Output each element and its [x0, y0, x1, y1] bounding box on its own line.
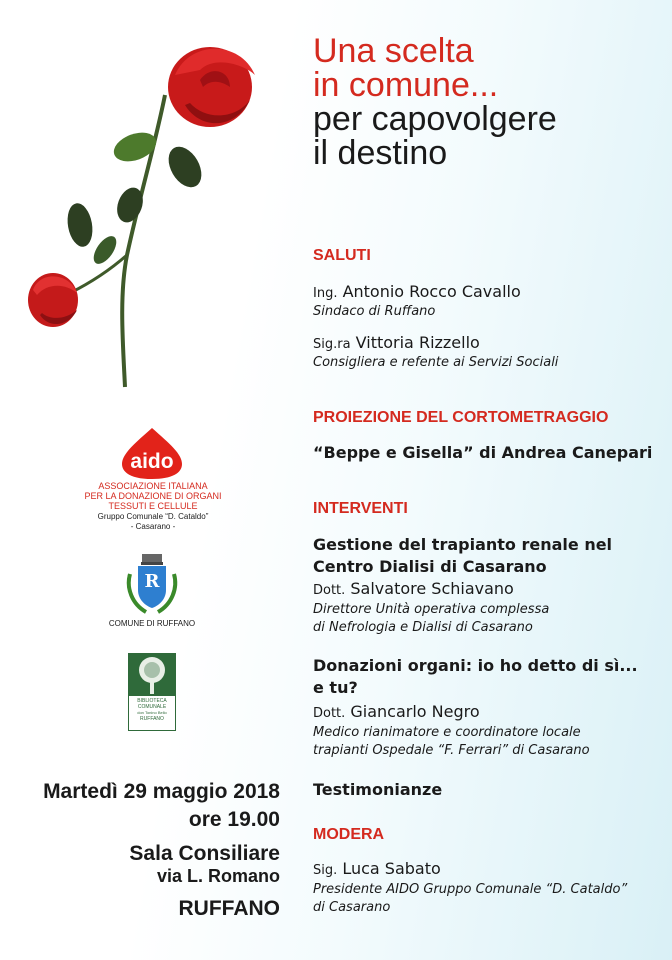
title-line-4: il destino: [313, 134, 448, 172]
role-line: trapianti Ospedale “F. Ferrari” di Casarano: [313, 743, 590, 758]
aido-line: TESSUTI E CELLULE: [108, 501, 198, 511]
aido-line: - Casarano -: [130, 522, 176, 531]
talk-speaker-role: [313, 724, 590, 760]
role-line: Presidente AIDO Gruppo Comunale “D. Cataldo”: [313, 882, 628, 897]
event-date: Martedì 29 maggio 2018: [43, 780, 280, 803]
library-tree-icon: [129, 654, 175, 696]
speaker-prefix: Sig.: [313, 863, 338, 878]
testimonianze: Testimonianze: [313, 780, 443, 799]
film-title: “Beppe e Gisella” di Andrea Canepari: [313, 443, 653, 462]
biblioteca-logo: [128, 653, 176, 731]
aido-mark: aido: [130, 450, 174, 473]
talk-title: [313, 655, 638, 699]
ruffano-coat-of-arms-icon: [124, 552, 180, 616]
title-line-2: in comune...: [313, 66, 499, 104]
speaker-prefix: Dott.: [313, 583, 346, 598]
title-line-1: Una scelta: [313, 32, 474, 70]
talk-title-line: Centro Dialisi di Casarano: [313, 557, 547, 576]
speaker-role: Consigliera e refente ai Servizi Sociali: [313, 355, 559, 370]
poster-title: [313, 34, 557, 170]
speaker-name: Antonio Rocco Cavallo: [342, 282, 521, 301]
speaker-name: Vittoria Rizzello: [355, 333, 480, 352]
talk-speaker: [313, 579, 514, 598]
biblioteca-line: BIBLIOTECA: [137, 698, 167, 704]
speaker-name: Salvatore Schiavano: [350, 579, 514, 598]
role-line: di Casarano: [313, 900, 391, 915]
speaker-1: [313, 282, 521, 301]
aido-logo-text: [60, 481, 246, 531]
talk-title-line: Gestione del trapianto renale nel: [313, 535, 613, 554]
rose-illustration: [15, 25, 270, 400]
comune-label: COMUNE DI RUFFANO: [108, 619, 196, 628]
biblioteca-line: RUFFANO: [140, 716, 164, 722]
speaker-name: Luca Sabato: [342, 859, 441, 878]
speaker-prefix: Ing.: [313, 286, 338, 301]
talk-title: [313, 534, 612, 578]
section-heading-interventi: INTERVENTI: [313, 500, 408, 517]
role-line: di Nefrologia e Dialisi di Casarano: [313, 620, 533, 635]
talk-speaker-role: [313, 601, 549, 637]
speaker-2: [313, 333, 480, 352]
moderator-role: [313, 881, 627, 917]
talk-title-line: e tu?: [313, 678, 358, 697]
speaker-prefix: Dott.: [313, 706, 346, 721]
talk-title-line: Donazioni organi: io ho detto di sì...: [313, 656, 638, 675]
section-heading-modera: MODERA: [313, 826, 385, 843]
biblioteca-line: COMUNALE: [137, 704, 167, 710]
aido-line: Gruppo Comunale “D. Cataldo”: [97, 512, 209, 521]
event-street: via L. Romano: [156, 866, 280, 886]
aido-line: ASSOCIAZIONE ITALIANA: [98, 481, 208, 491]
event-town: RUFFANO: [178, 897, 280, 920]
speaker-role: Sindaco di Ruffano: [313, 304, 436, 319]
shield-letter: R: [144, 571, 160, 592]
event-venue: Sala Consiliare: [129, 842, 280, 865]
aido-drop-icon: [120, 428, 184, 480]
aido-line: PER LA DONAZIONE DI ORGANI: [84, 491, 222, 501]
speaker-prefix: Sig.ra: [313, 337, 351, 352]
biblioteca-line: don Tonino Bello: [137, 710, 167, 715]
role-line: Medico rianimatore e coordinatore locale: [313, 725, 581, 740]
section-heading-proiezione: PROIEZIONE DEL CORTOMETRAGGIO: [313, 409, 609, 426]
moderator: [313, 859, 441, 878]
section-heading-saluti: SALUTI: [313, 247, 371, 264]
speaker-name: Giancarlo Negro: [350, 702, 480, 721]
title-line-3: per capovolgere: [313, 100, 557, 138]
event-time: ore 19.00: [188, 808, 280, 831]
talk-speaker: [313, 702, 480, 721]
role-line: Direttore Unità operativa complessa: [313, 602, 550, 617]
